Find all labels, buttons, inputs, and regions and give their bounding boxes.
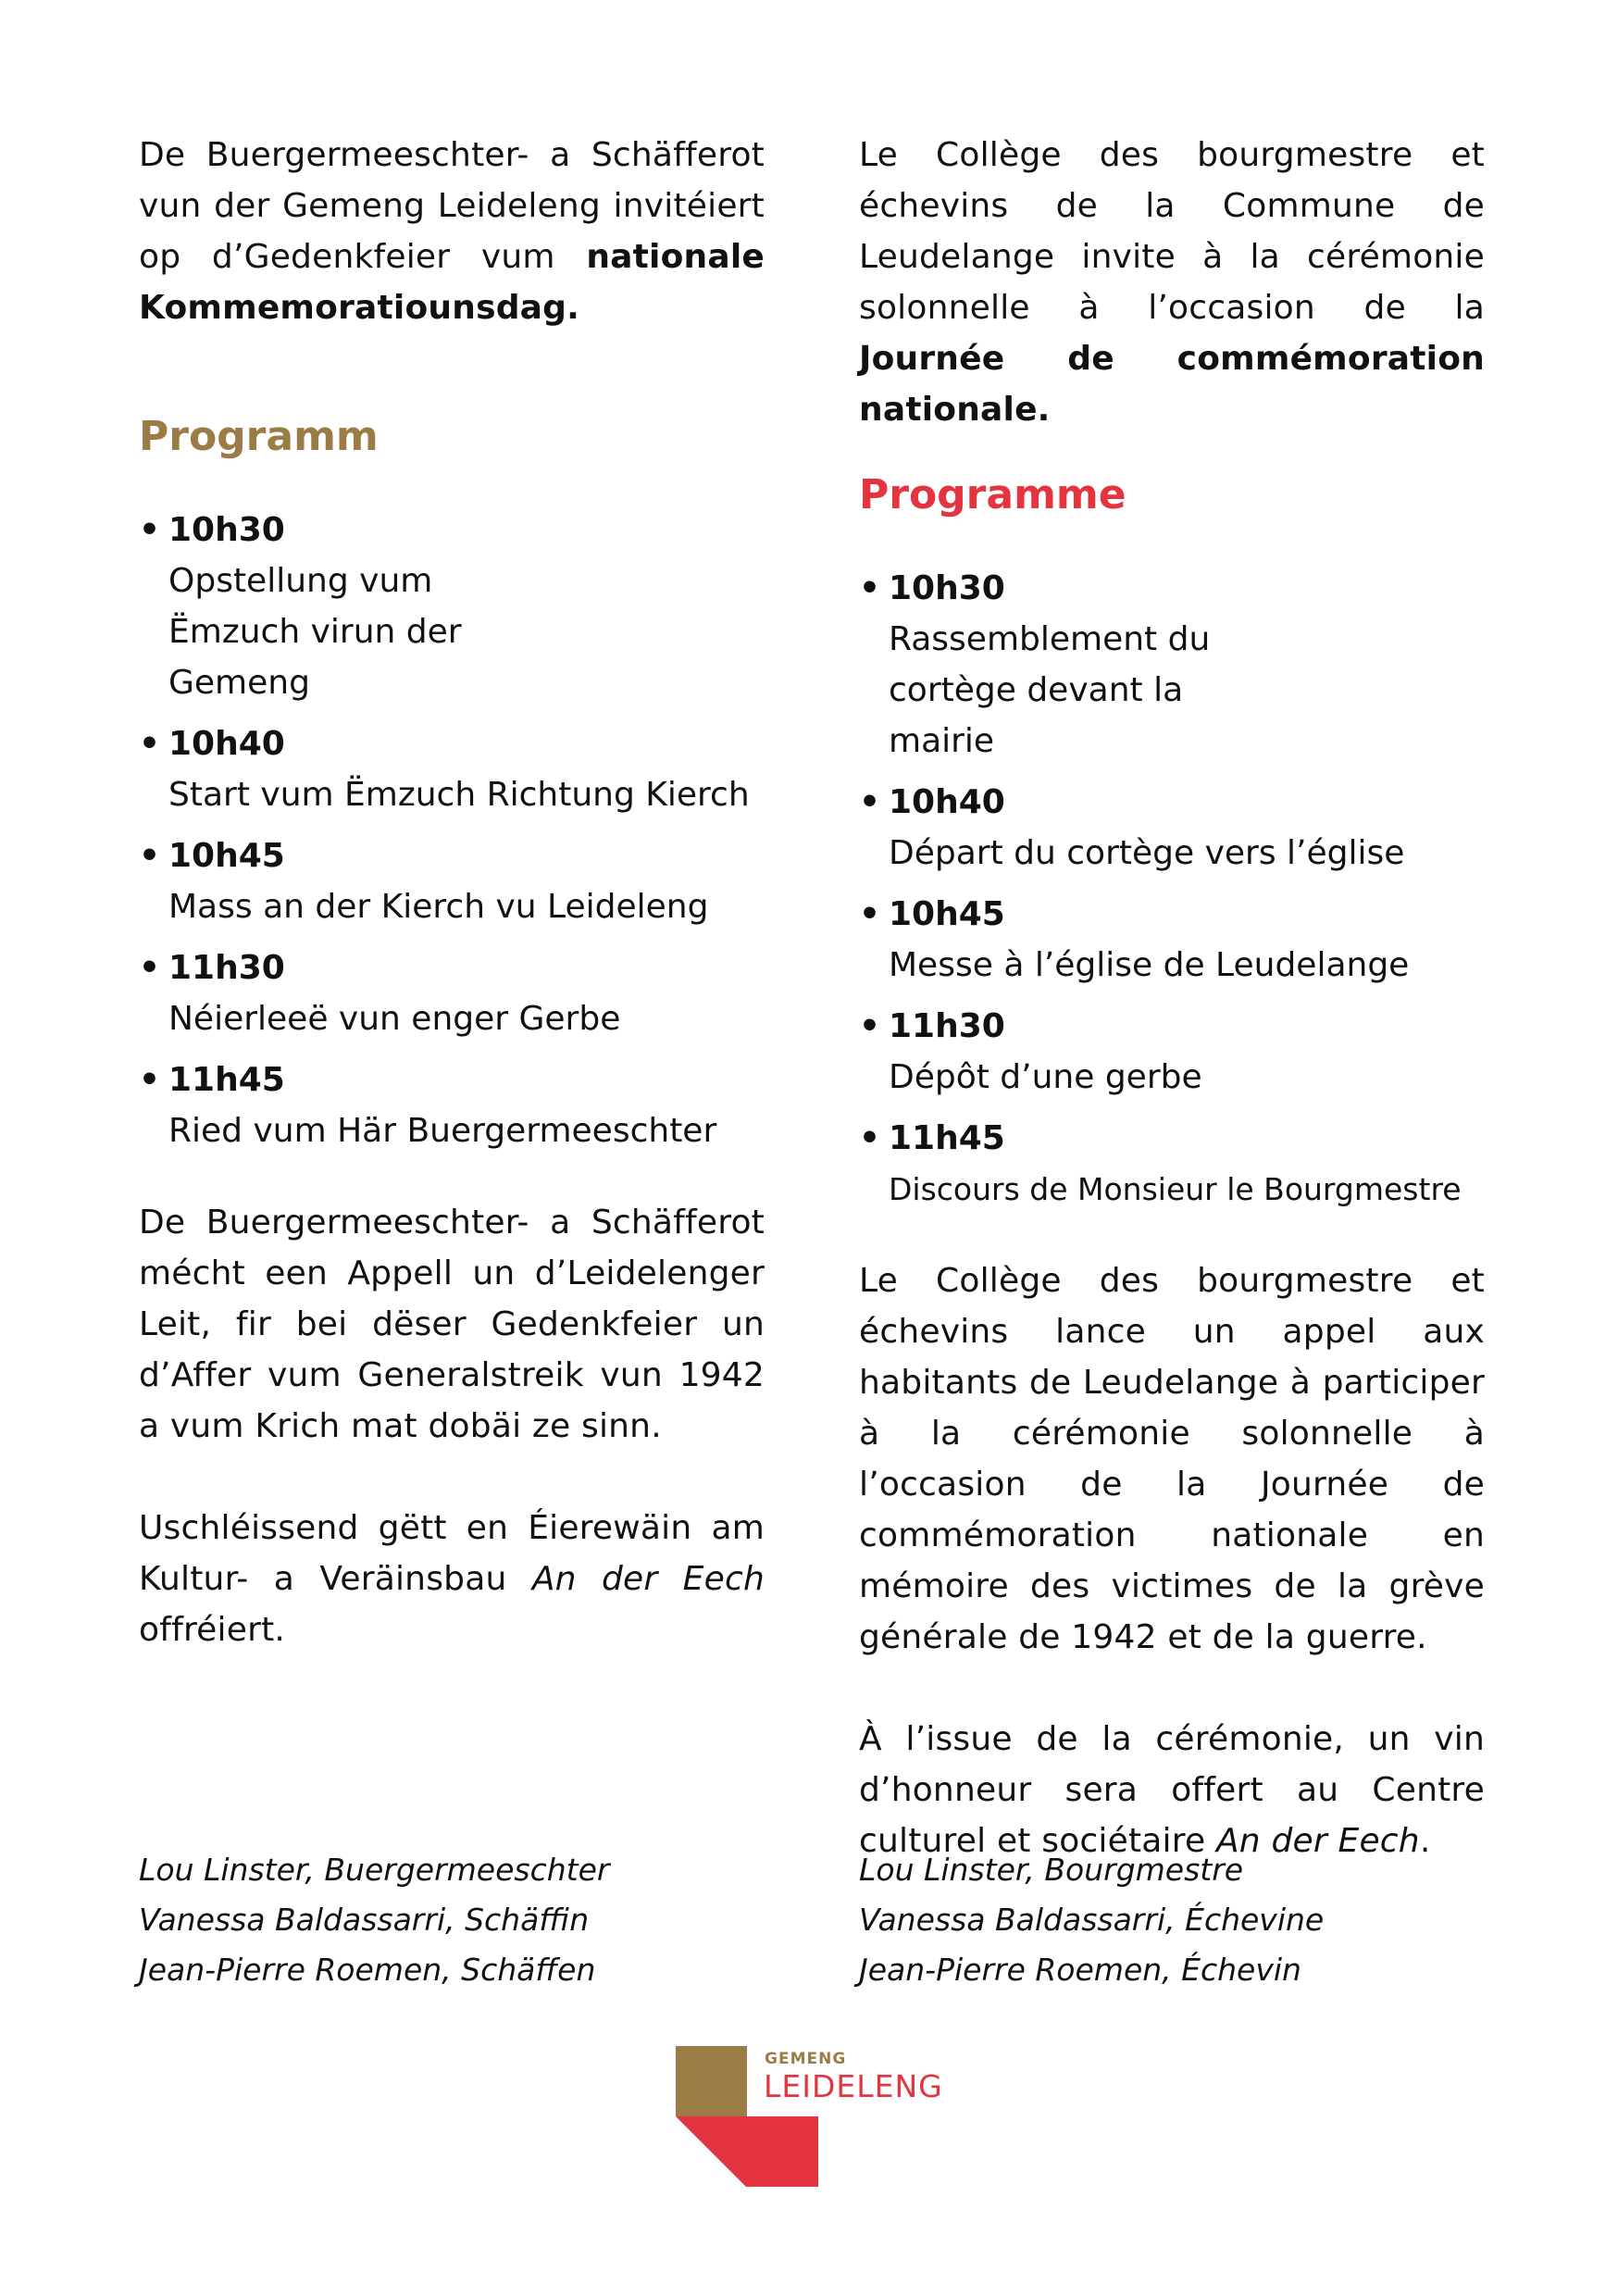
lb-program-item [139,1054,765,1156]
signature-line: Jean-Pierre Roemen, Échevin [859,1952,1301,1988]
program-time: 10h45 [168,837,285,875]
logo-text-gemeng: GEMENG [765,2050,847,2068]
logo-red-shape-icon [676,2116,824,2190]
bullet-icon: • [139,837,161,875]
program-time: 10h45 [889,895,1005,933]
program-time: 10h40 [889,783,1005,821]
bullet-icon: • [859,1119,881,1157]
fr-program-item [859,1001,1485,1103]
lb-reception: Uschléissend gëtt en Éierewäin am Kultur- a Veräinsbau An der Eech offréiert. [139,1509,765,1649]
logo-gold-square-icon [676,2046,747,2116]
lb-program-heading: Programm [139,413,379,460]
program-desc: Mass an der Kierch vu Leideleng [168,888,709,926]
fr-program-item [859,777,1485,879]
program-time: 11h45 [889,1119,1005,1157]
lb-intro-bold: nationale Kommemoratiounsdag. [139,238,765,327]
luxembourgish-column [139,130,765,1655]
program-desc: Rassemblement du cortège devant la mairie [889,620,1211,760]
program-time: 10h30 [168,511,285,549]
program-time: 10h30 [889,569,1005,607]
lb-program-item [139,505,765,708]
venue-name: An der Eech [531,1560,765,1598]
program-desc: Ried vum Här Buergermeeschter [168,1112,717,1150]
fr-signatures [859,1845,1485,1995]
fr-intro: Le Collège des bourgmestre et échevins de la Commune de Leudelange invite à la cérémonie solonnelle à l’occasion de la Journée de commémoration nationale. [859,136,1485,429]
bullet-icon: • [859,1007,881,1045]
bullet-icon: • [139,1061,161,1099]
program-desc: Opstellung vum Ëmzuch virun der Gemeng [168,562,462,702]
fr-program-heading: Programme [859,471,1126,518]
fr-program-list [859,563,1485,1215]
program-time: 11h30 [889,1007,1005,1045]
venue-name: An der Eech [1215,1822,1420,1860]
signature-line: Vanessa Baldassarri, Échevine [859,1902,1325,1938]
program-desc: Départ du cortège vers l’église [889,834,1405,872]
program-time: 10h40 [168,725,285,763]
lb-program-item [139,830,765,932]
fr-reception: À l’issue de la cérémonie, un vin d’honneur sera offert au Centre culturel et sociétaire An der Eech. [859,1720,1485,1860]
signature-line: Lou Linster, Buergermeeschter [139,1852,610,1888]
fr-program-item [859,1113,1485,1215]
lb-program-item [139,718,765,820]
lb-program-item [139,942,765,1044]
fr-appeal: Le Collège des bourgmestre et échevins lance un appel aux habitants de Leudelange à participer à la cérémonie solonnelle à l’occasion de la Journée de commémoration nationale en mémoire des victimes de la grève générale de 1942 et de la guerre. [859,1262,1485,1656]
program-desc: Messe à l’église de Leudelange [889,946,1410,984]
program-desc: Néierleeë vun enger Gerbe [168,1000,621,1038]
lb-signatures [139,1845,765,1995]
fr-program-item [859,889,1485,991]
bullet-icon: • [859,569,881,607]
program-time: 11h30 [168,949,285,987]
bullet-icon: • [139,725,161,763]
program-desc: Discours de Monsieur le Bourgmestre [889,1171,1462,1207]
signature-line: Lou Linster, Bourgmestre [859,1852,1244,1888]
french-column [859,130,1485,1866]
bullet-icon: • [859,783,881,821]
program-desc: Start vum Ëmzuch Richtung Kierch [168,776,750,814]
program-time: 11h45 [168,1061,285,1099]
lb-appeal: De Buergermeeschter- a Schäfferot mécht een Appell un d’Leidelenger Leit, fir bei dëser Gedenkfeier un d’Affer vum Generalstreik vun 1942 a vum Krich mat dobäi ze sinn. [139,1204,765,1445]
program-desc: Dépôt d’une gerbe [889,1058,1202,1096]
gemeng-leideleng-logo [676,2046,972,2194]
lb-intro: De Buergermeeschter- a Schäfferot vun der Gemeng Leideleng invitéiert op d’Gedenkfeier vum nationale Kommemoratiounsdag. [139,136,765,327]
signature-line: Jean-Pierre Roemen, Schäffen [139,1952,596,1988]
logo-text-leideleng: LEIDELENG [764,2068,943,2104]
bullet-icon: • [139,511,161,549]
bullet-icon: • [139,949,161,987]
signature-line: Vanessa Baldassarri, Schäffin [139,1902,590,1938]
lb-program-list [139,505,765,1156]
fr-program-item [859,563,1485,767]
fr-intro-bold: Journée de commémoration nationale. [859,340,1485,429]
bullet-icon: • [859,895,881,933]
